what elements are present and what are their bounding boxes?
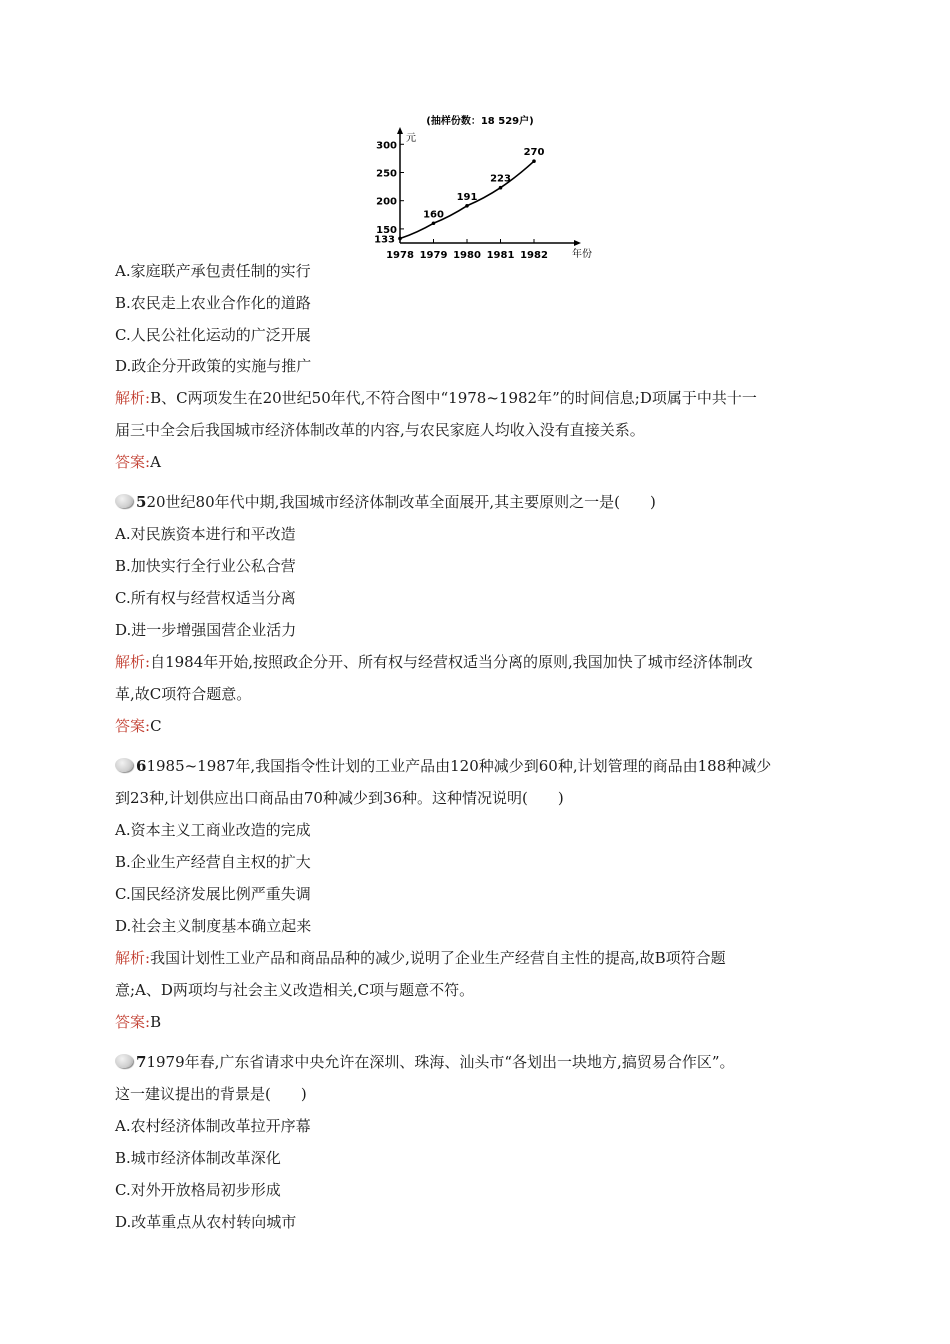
x-tick-label: 1982 xyxy=(520,250,548,261)
analysis-text: B、C两项发生在20世纪50年代,不符合图中“1978~1982年”的时间信息;D项属于中共十一 xyxy=(150,389,757,407)
q5-stem xyxy=(115,492,656,512)
q6-option-a: A.资本主义工商业改造的完成 xyxy=(115,821,311,839)
x-tick-label: 1979 xyxy=(419,250,448,261)
data-label: 270 xyxy=(523,147,545,159)
answer-label: 答案: xyxy=(115,1013,151,1031)
x-tick-label: 1980 xyxy=(453,250,481,261)
q5-option-d: D.进一步增强国营企业活力 xyxy=(115,621,297,639)
q6-option-d: D.社会主义制度基本确立起来 xyxy=(115,917,312,935)
x-axis-label: 年份 xyxy=(572,249,592,260)
q4-analysis xyxy=(115,388,757,408)
x-axis-arrow xyxy=(574,240,581,246)
income-line-chart xyxy=(360,108,600,268)
answer-label: 答案: xyxy=(115,717,151,735)
data-point xyxy=(398,237,402,241)
q7-option-c: C.对外开放格局初步形成 xyxy=(115,1181,281,1199)
q4-option-d: D.政企分开政策的实施与推广 xyxy=(115,357,312,375)
y-tick-label: 150 xyxy=(376,224,397,236)
data-label: 191 xyxy=(456,191,478,203)
question-number: 5 xyxy=(136,493,147,511)
q7-option-b: B.城市经济体制改革深化 xyxy=(115,1149,281,1167)
q5-analysis xyxy=(115,652,753,672)
q6-stem xyxy=(115,756,771,776)
q5-option-b: B.加快实行全行业公私合营 xyxy=(115,557,296,575)
q4-option-c: C.人民公社化运动的广泛开展 xyxy=(115,326,311,344)
analysis-text: 我国计划性工业产品和商品品种的减少,说明了企业生产经营自主性的提高,故B项符合题 xyxy=(150,949,726,967)
q4-analysis-cont: 届三中全会后我国城市经济体制改革的内容,与农民家庭人均收入没有直接关系。 xyxy=(115,421,645,439)
data-point xyxy=(465,204,469,208)
answer-value: B xyxy=(150,1013,162,1031)
x-tick-label: 1978 xyxy=(386,250,414,261)
data-label: 160 xyxy=(423,209,444,221)
q6-analysis-cont: 意;A、D两项均与社会主义改造相关,C项与题意不符。 xyxy=(115,981,475,999)
q4-answer xyxy=(115,452,161,472)
q5-answer xyxy=(115,716,162,736)
y-tick-label: 300 xyxy=(376,140,397,152)
y-axis-label: 元 xyxy=(406,133,416,144)
data-point xyxy=(532,159,536,163)
question-bullet-icon xyxy=(115,494,135,510)
answer-label: 答案: xyxy=(115,453,151,471)
y-tick-label: 200 xyxy=(376,196,397,208)
q4-option-a: A.家庭联产承包责任制的实行 xyxy=(115,262,311,280)
question-text: 1985~1987年,我国指令性计划的工业产品由120种减少到60种,计划管理的商品由188种减少 xyxy=(146,757,772,775)
y-tick-label: 250 xyxy=(376,168,397,180)
q5-analysis-cont: 革,故C项符合题意。 xyxy=(115,685,252,703)
question-text: 20世纪80年代中期,我国城市经济体制改革全面展开,其主要原则之一是( ) xyxy=(146,493,656,511)
question-number: 6 xyxy=(136,757,147,775)
question-bullet-icon xyxy=(115,1054,135,1070)
y-axis-arrow xyxy=(397,127,403,134)
data-label: 133 xyxy=(374,234,395,246)
q5-option-a: A.对民族资本进行和平改造 xyxy=(115,525,296,543)
analysis-label: 解析: xyxy=(115,949,151,967)
q6-analysis xyxy=(115,948,726,968)
q7-option-a: A.农村经济体制改革拉开序幕 xyxy=(115,1117,311,1135)
answer-value: C xyxy=(150,717,162,735)
analysis-label: 解析: xyxy=(115,653,151,671)
analysis-text: 自1984年开始,按照政企分开、所有权与经营权适当分离的原则,我国加快了城市经济体制改 xyxy=(150,653,753,671)
question-number: 7 xyxy=(136,1053,147,1071)
q7-stem-cont: 这一建议提出的背景是( ) xyxy=(115,1085,307,1103)
q6-answer xyxy=(115,1012,161,1032)
analysis-label: 解析: xyxy=(115,389,151,407)
x-tick-label: 1981 xyxy=(486,250,515,261)
q7-stem xyxy=(115,1052,735,1072)
q6-option-b: B.企业生产经营自主权的扩大 xyxy=(115,853,311,871)
q7-option-d: D.改革重点从农村转向城市 xyxy=(115,1213,297,1231)
question-text: 1979年春,广东省请求中央允许在深圳、珠海、汕头市“各划出一块地方,搞贸易合作区”。 xyxy=(146,1053,735,1071)
q4-option-b: B.农民走上农业合作化的道路 xyxy=(115,294,311,312)
q5-option-c: C.所有权与经营权适当分离 xyxy=(115,589,296,607)
data-label: 223 xyxy=(490,173,511,185)
data-point xyxy=(432,221,436,225)
chart-title: (抽样份数：18 529户) xyxy=(426,116,534,127)
q6-stem-cont: 到23种,计划供应出口商品由70种减少到36种。这种情况说明( ) xyxy=(115,789,564,807)
data-point xyxy=(499,186,503,190)
question-bullet-icon xyxy=(115,758,135,774)
q6-option-c: C.国民经济发展比例严重失调 xyxy=(115,885,311,903)
answer-value: A xyxy=(150,453,161,471)
